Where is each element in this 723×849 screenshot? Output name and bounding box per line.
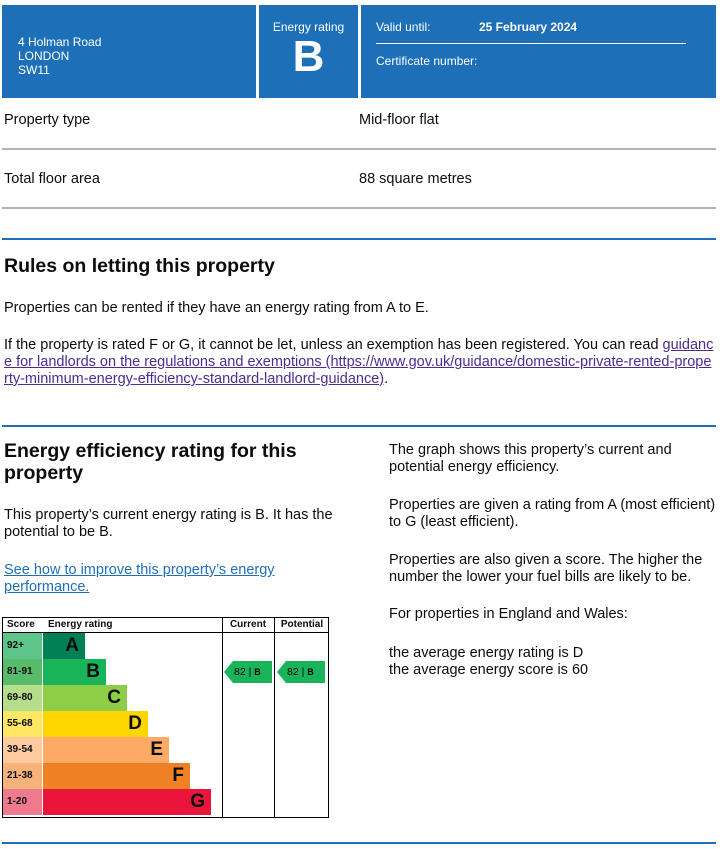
efficiency-current-text: This property’s current energy rating is B. It has the potential to be B. (4, 507, 333, 540)
rating-explanation: Properties are given a rating from A (most efficient) to G (least efficient). (389, 497, 716, 530)
section-divider (2, 238, 716, 240)
property-type-value: Mid-floor flat (359, 112, 439, 128)
letting-heading: Rules on letting this property (4, 255, 275, 277)
landlord-guidance-link[interactable]: guidance for landlords on the regulations and exemptions (https://www.gov.uk/guidance/domestic-private-rented-property-minimum-energy-efficiency-standard-landlord-guidance) (4, 337, 714, 387)
certificate-number-label: Certificate number: (376, 54, 478, 68)
band-score-f: 21-38 (3, 763, 42, 789)
letting-paragraph-2-suffix: . (384, 371, 389, 387)
band-letter-d: D (128, 713, 142, 734)
energy-rating-block (259, 5, 358, 98)
current-rating-arrow-label: 82 | B (234, 666, 261, 678)
valid-until-date: 25 February 2024 (479, 20, 578, 34)
address-line-1: 4 Holman Road (18, 35, 102, 49)
address-block (2, 5, 256, 98)
section-divider (2, 425, 716, 427)
certificate-header (2, 5, 716, 98)
letting-paragraph-1: Properties can be rented if they have an energy rating from A to E. (4, 300, 429, 316)
header-divider (376, 43, 686, 44)
band-bar-b (43, 659, 106, 685)
energy-rating-label: Energy rating (272, 20, 345, 34)
band-score-c: 69-80 (3, 685, 42, 711)
potential-rating-arrow (277, 661, 325, 683)
validity-block (361, 5, 716, 98)
band-letter-a: A (65, 635, 79, 656)
current-rating-arrow (224, 661, 272, 683)
letting-paragraph-2-text: If the property is rated F or G, it cannot be let, unless an exemption has been registered. You can read (4, 337, 659, 353)
address-line-2: LONDON (18, 49, 70, 63)
score-explanation: Properties are also given a score. The higher the number the lower your fuel bills are likely to be. (389, 552, 703, 585)
energy-rating-chart (2, 617, 329, 818)
floor-area-row (2, 150, 716, 209)
potential-column-header: Potential (280, 619, 324, 630)
band-score-d: 55-68 (3, 711, 42, 737)
address-line-3: SW11 (18, 63, 50, 77)
letting-paragraph-2 (4, 337, 716, 388)
band-letter-e: E (150, 739, 163, 760)
potential-rating-arrow-label: 82 | B (287, 666, 314, 678)
chart-column-line (222, 618, 223, 817)
band-bar-e (43, 737, 169, 763)
band-score-b: 81-91 (3, 659, 42, 685)
band-score-e: 39-54 (3, 737, 42, 763)
band-letter-g: G (190, 791, 205, 812)
band-score-a: 92+ (3, 633, 42, 659)
average-score: the average energy score is 60 (389, 662, 589, 678)
region-note: For properties in England and Wales: (389, 606, 628, 622)
section-divider (2, 842, 716, 844)
band-letter-c: C (107, 687, 121, 708)
band-letter-b: B (86, 661, 100, 682)
score-column-header: Score (7, 619, 35, 630)
band-letter-f: F (172, 765, 184, 786)
floor-area-label: Total floor area (4, 171, 100, 187)
chart-column-line (274, 618, 275, 817)
band-bar-c (43, 685, 127, 711)
band-bar-f (43, 763, 190, 789)
floor-area-value: 88 square metres (359, 171, 472, 187)
rating-column-header: Energy rating (48, 619, 113, 630)
valid-until-label: Valid until: (376, 20, 431, 34)
band-bar-g (43, 789, 211, 815)
property-type-row (2, 98, 716, 150)
property-type-label: Property type (4, 112, 91, 128)
efficiency-heading: Energy efficiency rating for this property (4, 440, 297, 484)
band-score-g: 1-20 (3, 789, 42, 815)
efficiency-link-wrap (4, 562, 304, 596)
band-bar-d (43, 711, 148, 737)
valid-until-row (376, 20, 578, 34)
graph-explanation: The graph shows this property’s current and potential energy efficiency. (389, 442, 672, 475)
energy-rating-letter: B (292, 32, 325, 81)
average-rating: the average energy rating is D (389, 645, 584, 661)
improve-performance-link[interactable]: See how to improve this property’s energy performance. (4, 562, 275, 595)
band-bar-a (43, 633, 85, 659)
current-column-header: Current (229, 619, 267, 630)
